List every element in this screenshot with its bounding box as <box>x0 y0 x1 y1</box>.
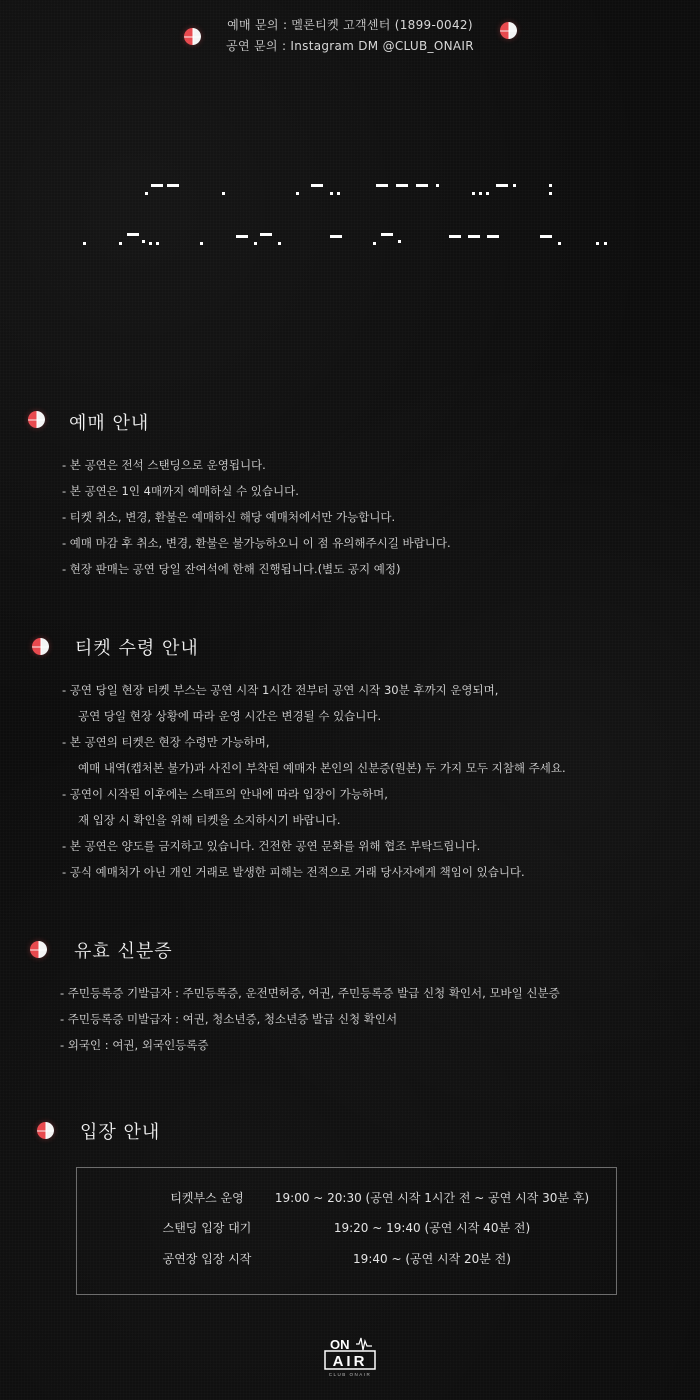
row-value: 19:20 ~ 19:40 (공연 시작 40분 전) <box>333 1221 531 1235</box>
list-item: - 현장 판매는 공연 당일 잔여석에 한해 진행됩니다.(별도 공지 예정) <box>62 562 401 576</box>
table-row <box>77 1219 616 1245</box>
pickup-list <box>62 677 566 885</box>
list-item: - 외국인 : 여권, 외국인등록증 <box>60 1038 209 1052</box>
list-item: - 본 공연은 양도를 금지하고 있습니다. 건전한 공연 문화를 위해 협조 부탁드립니다. <box>62 839 481 853</box>
row-label: 스탠딩 입장 대기 <box>162 1221 252 1235</box>
booking-section-title: 예매 안내 <box>69 413 150 434</box>
row-value: 19:00 ~ 20:30 (공연 시작 1시간 전 ~ 공연 시작 30분 후) <box>274 1191 590 1205</box>
svg-text:CLUB ONAIR: CLUB ONAIR <box>328 1372 372 1377</box>
list-item: - 공연이 시작된 이후에는 스태프의 안내에 따라 입장이 가능하며, <box>62 787 388 801</box>
booking-list <box>62 452 451 582</box>
list-item: - 본 공연의 티켓은 현장 수령만 가능하며, <box>62 735 270 749</box>
list-item: - 본 공연은 1인 4매까지 예매하실 수 있습니다. <box>62 484 299 498</box>
ticket-contact: 예매 문의 : 멜론티켓 고객센터 (1899-0042) <box>227 18 473 32</box>
row-value: 19:40 ~ (공연 시작 20분 전) <box>353 1252 511 1266</box>
id-bullet-icon <box>30 941 47 958</box>
id-list <box>60 980 560 1058</box>
list-item: - 공식 예매처가 아닌 개인 거래로 발생한 피해는 전적으로 거래 당사자에게 책임이 있습니다. <box>62 865 525 879</box>
entry-bullet-icon <box>37 1122 54 1139</box>
pickup-section-title: 티켓 수령 안내 <box>75 638 199 659</box>
list-item-continuation: 예매 내역(캡처본 불가)과 사진이 부착된 예매자 본인의 신분증(원본) 두 가지 모두 지참해 주세요. <box>78 761 566 775</box>
onair-logo-icon <box>320 1336 380 1378</box>
entry-schedule-table <box>76 1167 617 1295</box>
table-row <box>77 1250 616 1276</box>
list-item: - 본 공연은 전석 스탠딩으로 운영됩니다. <box>62 458 266 472</box>
show-contact: 공연 문의 : Instagram DM @CLUB_ONAIR <box>226 39 474 53</box>
list-item: - 공연 당일 현장 티켓 부스는 공연 시작 1시간 전부터 공연 시작 30분 후까지 운영되며, <box>62 683 499 697</box>
decorative-title-artwork <box>0 170 700 270</box>
svg-text:AIR: AIR <box>332 1353 368 1370</box>
row-label: 티켓부스 운영 <box>170 1191 244 1205</box>
table-row <box>77 1189 616 1215</box>
row-label: 공연장 입장 시작 <box>162 1252 252 1266</box>
list-item-continuation: 공연 당일 현장 상황에 따라 운영 시간은 변경될 수 있습니다. <box>78 709 382 723</box>
id-section-title: 유효 신분증 <box>74 941 173 962</box>
list-item-continuation: 재 입장 시 확인을 위해 티켓을 소지하시기 바랍니다. <box>78 813 341 827</box>
list-item: - 예매 마감 후 취소, 변경, 환불은 불가능하오니 이 점 유의해주시길 바랍니다. <box>62 536 451 550</box>
svg-text:ON: ON <box>330 1337 350 1352</box>
booking-bullet-icon <box>28 411 45 428</box>
pickup-bullet-icon <box>32 638 49 655</box>
list-item: - 주민등록증 미발급자 : 여권, 청소년증, 청소년증 발급 신청 확인서 <box>60 1012 398 1026</box>
list-item: - 주민등록증 기발급자 : 주민등록증, 운전면허증, 여권, 주민등록증 발급 신청 확인서, 모바일 신분증 <box>60 986 560 1000</box>
entry-section-title: 입장 안내 <box>80 1122 161 1143</box>
list-item: - 티켓 취소, 변경, 환불은 예매하신 해당 예매처에서만 가능합니다. <box>62 510 396 524</box>
